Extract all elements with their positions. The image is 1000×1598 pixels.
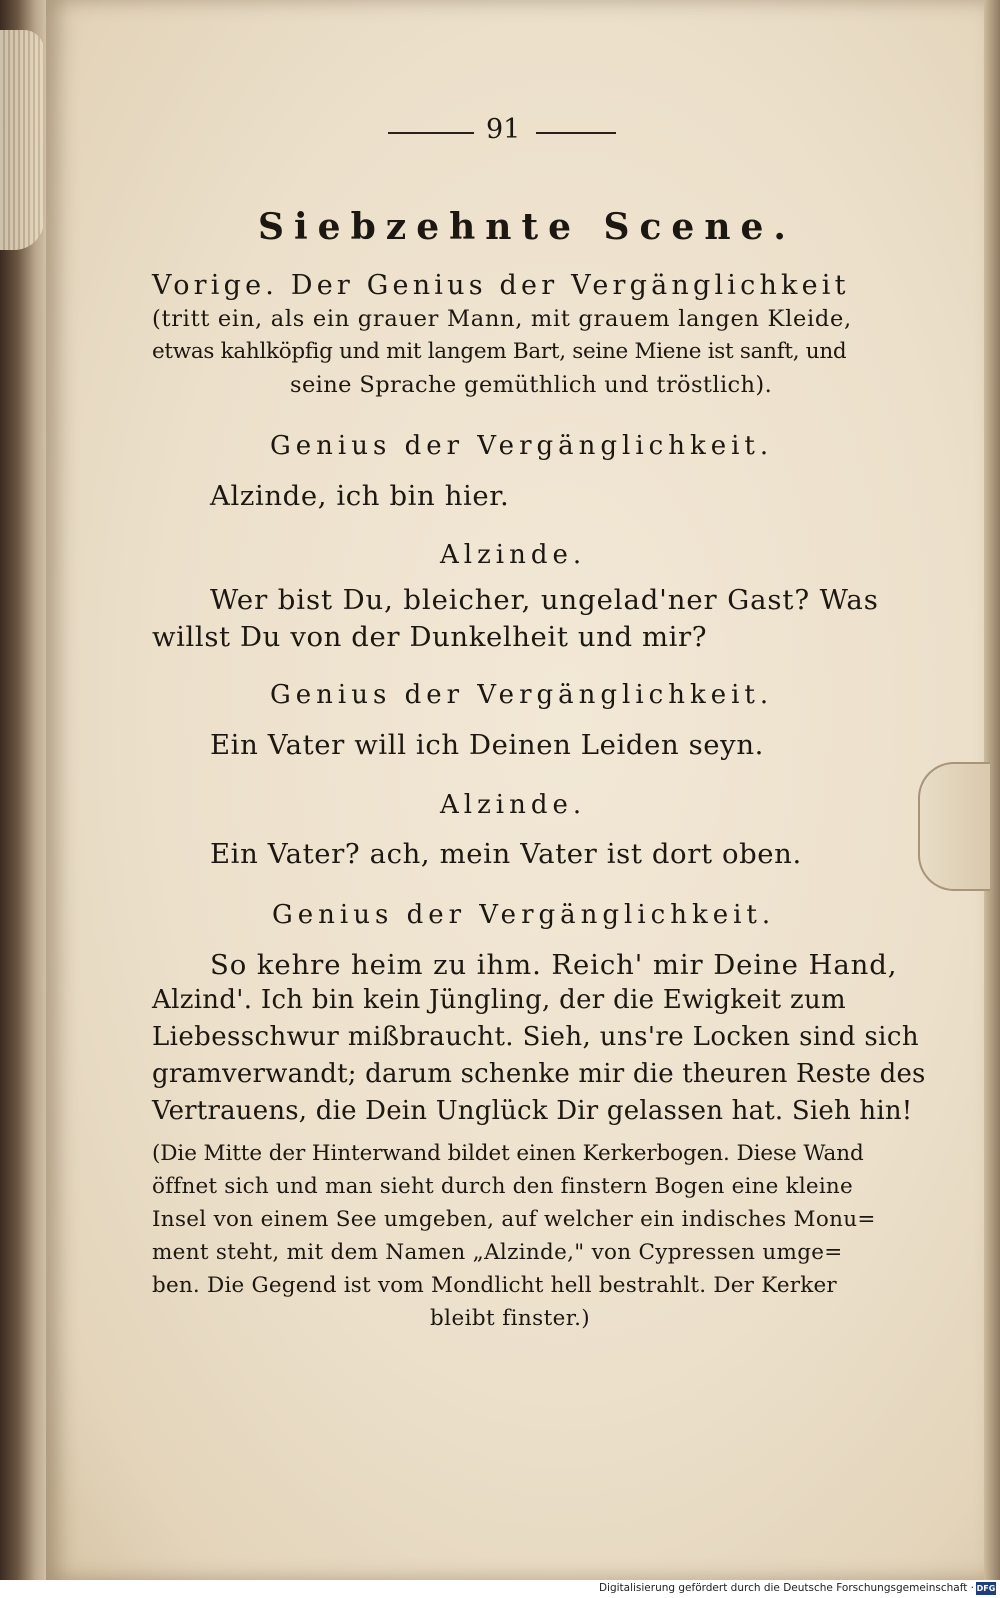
- speech-line: Ein Vater will ich Deinen Leiden seyn.: [210, 729, 764, 761]
- speaker-genius: Genius der Vergänglichkeit.: [272, 900, 776, 930]
- facing-page-edge: [0, 30, 44, 250]
- speech-line: Liebesschwur mißbraucht. Sieh, uns're Locken sind sich: [152, 1022, 919, 1052]
- intro-line-3: etwas kahlköpfig und mit langem Bart, seine Miene ist sanft, und: [152, 339, 847, 364]
- speech-line: willst Du von der Dunkelheit und mir?: [152, 621, 708, 653]
- stage-direction-line: Insel von einem See umgeben, auf welcher ein indisches Monu=: [152, 1207, 876, 1232]
- intro-line-4: seine Sprache gemüthlich und tröstlich).: [290, 372, 773, 398]
- speech-line: So kehre heim zu ihm. Reich' mir Deine Hand,: [210, 949, 898, 981]
- bookmark-tab: [918, 762, 990, 891]
- speaker-alzinde: Alzinde.: [440, 790, 587, 820]
- dfg-logo: DFG: [976, 1584, 996, 1593]
- stage-direction-line: ben. Die Gegend ist vom Mondlicht hell bestrahlt. Der Kerker: [152, 1273, 837, 1298]
- stage-direction-line: öffnet sich und man sieht durch den finstern Bogen eine kleine: [152, 1174, 853, 1199]
- intro-line-1: Vorige. Der Genius der Vergänglichkeit: [152, 270, 850, 301]
- speech-line: Alzind'. Ich bin kein Jüngling, der die Ewigkeit zum: [152, 985, 846, 1015]
- stage-direction-line: bleibt finster.): [430, 1306, 591, 1331]
- header-rule-right: [536, 132, 616, 134]
- header-rule-left: [388, 132, 474, 134]
- digitization-credit: Digitalisierung gefördert durch die Deutsche Forschungsgemeinschaft ·: [598, 1582, 974, 1594]
- scene-title: Siebzehnte Scene.: [258, 206, 796, 248]
- speaker-alzinde: Alzinde.: [440, 540, 587, 570]
- speech-line: Wer bist Du, bleicher, ungelad'ner Gast? Was: [210, 584, 879, 616]
- speaker-genius: Genius der Vergänglichkeit.: [270, 431, 774, 461]
- page-number: 91: [486, 114, 521, 145]
- speech-line: Ein Vater? ach, mein Vater ist dort oben.: [210, 838, 802, 870]
- speech-line: gramverwandt; darum schenke mir die theuren Reste des: [152, 1059, 926, 1089]
- intro-line-2: (tritt ein, als ein grauer Mann, mit grauem langen Kleide,: [152, 306, 852, 332]
- speaker-genius: Genius der Vergänglichkeit.: [270, 680, 774, 710]
- speech-line: Alzinde, ich bin hier.: [210, 480, 510, 512]
- stage-direction-line: (Die Mitte der Hinterwand bildet einen Kerkerbogen. Diese Wand: [152, 1141, 864, 1166]
- stage-direction-line: ment steht, mit dem Namen „Alzinde," von Cypressen umge=: [152, 1240, 843, 1265]
- speech-line: Vertrauens, die Dein Unglück Dir gelassen hat. Sieh hin!: [152, 1096, 913, 1126]
